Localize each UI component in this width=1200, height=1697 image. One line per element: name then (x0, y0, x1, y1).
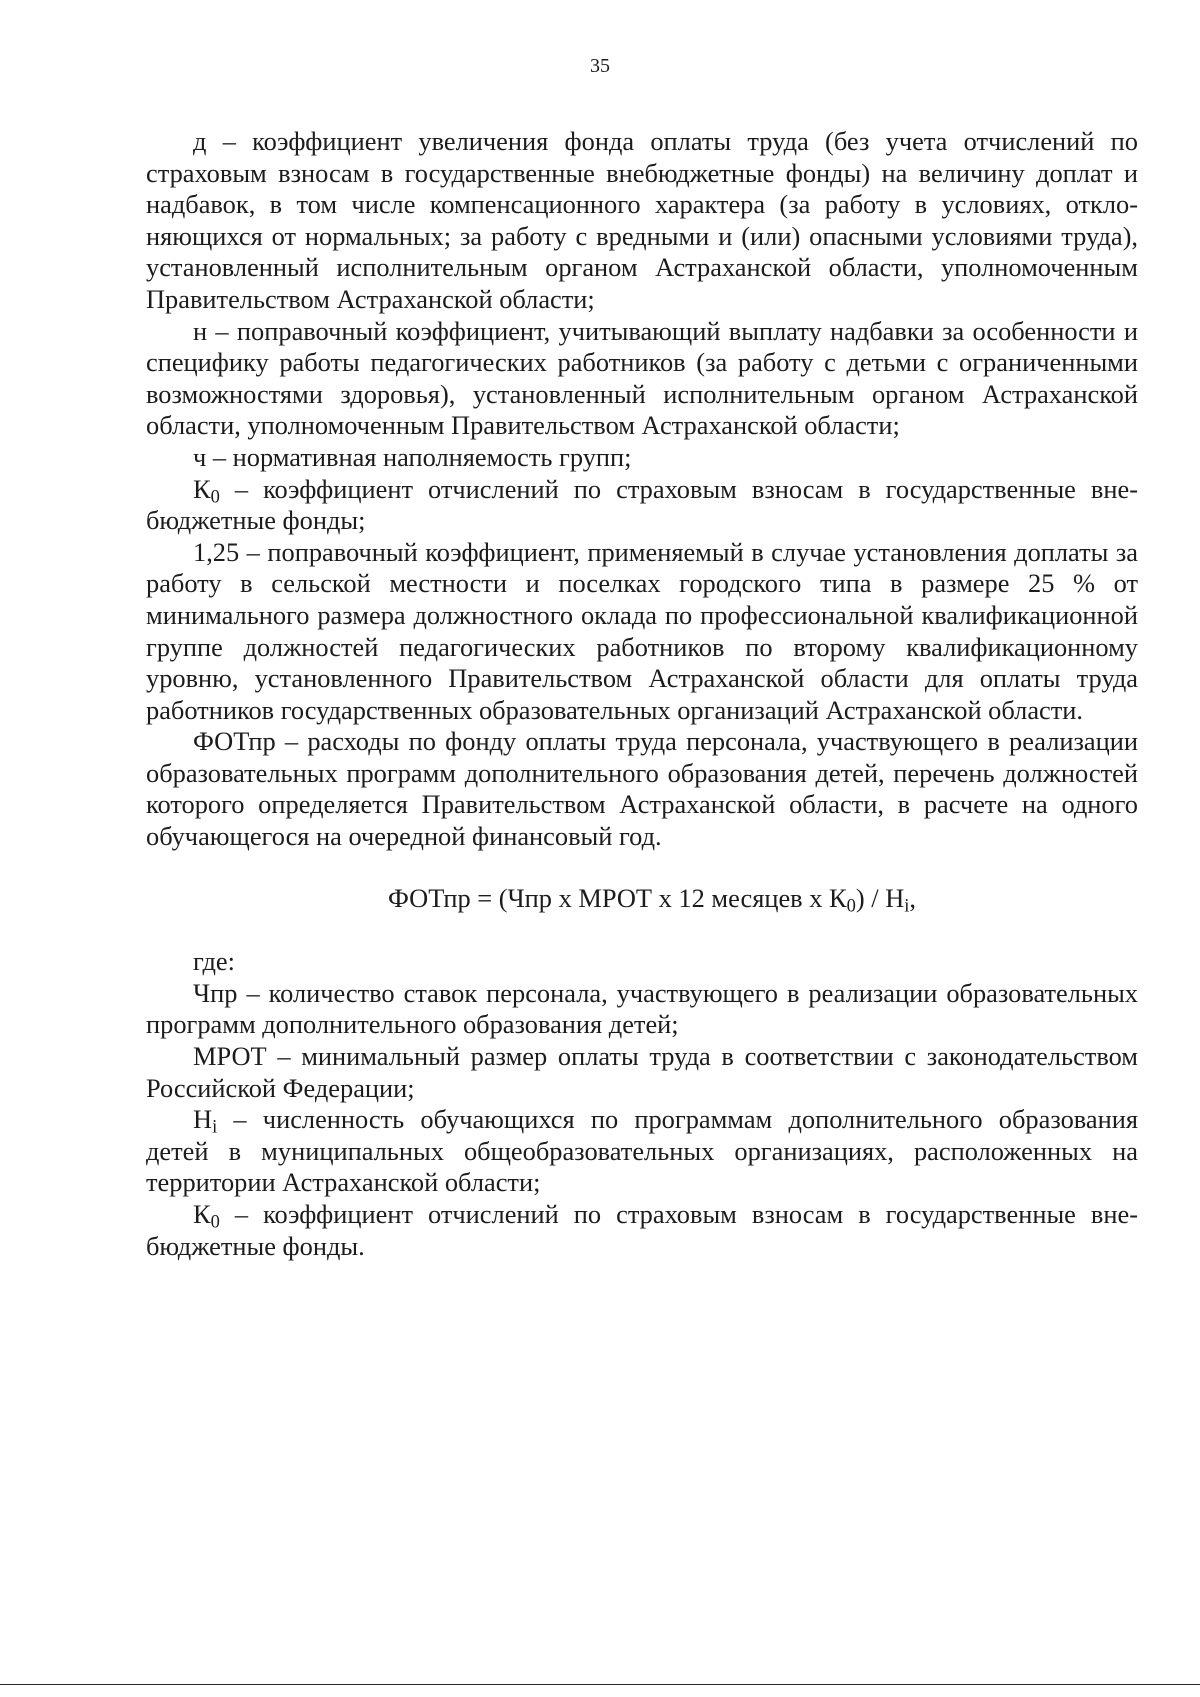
paragraph-coef-ch: ч – нормативная наполняемость групп; (193, 441, 632, 472)
formula-subscript-i: i (904, 895, 910, 916)
k0-subscript: 0 (210, 486, 220, 507)
ni-symbol: Н (193, 1104, 213, 1135)
bottom-rule (0, 1684, 1200, 1685)
definition-k0 (146, 1199, 1138, 1262)
k0-definition-2: – коэффициент отчислений по страховым взносам в государственные внебюджетные фонды. (146, 1199, 1138, 1261)
formula-part-2: ) / Н (855, 882, 905, 913)
formula-subscript-0: 0 (846, 895, 856, 916)
definition-mrot: МРОТ – минимальный размер оплаты труда в соответствии с законодательством Российской Федерации; (146, 1041, 1138, 1103)
definition-chpr: Чпр – количество ставок персонала, участвующего в реализации образовательных программ дополнительного образования детей; (146, 977, 1138, 1040)
page-number: 35 (590, 55, 610, 77)
ni-subscript: i (212, 1116, 218, 1137)
k0-subscript-2: 0 (210, 1211, 220, 1232)
definition-ni (146, 1104, 1138, 1199)
ni-definition: – численность обучающихся по программам дополнительного образования детей в муниципальных общеобразовательных организациях, расположенных на территории Астраханской области; (146, 1104, 1138, 1198)
formula-part-3: , (909, 882, 916, 913)
formula-fotpr (146, 883, 1138, 915)
formula-part-1: ФОТпр = (Чпр х МРОТ х 12 месяцев х К (388, 882, 847, 913)
paragraph-coef-k0 (146, 474, 1138, 537)
k0-definition: – коэффициент отчислений по страховым взносам в государственные внебюджетные фонды; (146, 473, 1138, 536)
document-body (146, 126, 1138, 1262)
paragraph-fotpr: ФОТпр – расходы по фонду оплаты труда персонала, участвующего в реализации образовательных программ дополнительного образования детей, перечень должностей которого определяется Правительством Астраханской области, в расчете на одного обучающегося на очередной финансовый год. (146, 726, 1138, 852)
paragraph-coef-d: д – коэффициент увеличения фонда оплаты труда (без учета отчислений по страховым взносам в государственные внебюджетные фонды) на величину доплат и надбавок, в том числе компенсационного характера (за работу в условиях, отклоняющихся от нормальных; за работу с вредными и (или) опасными условиями труда), установленный исполнительным органом Астраханской области, уполномоченным Правительством Астраханской области; (146, 126, 1138, 314)
k0-symbol-2: К (193, 1199, 211, 1229)
paragraph-coef-n: н – поправочный коэффициент, учитывающий выплату надбавки за особенности и специфику работы педагогических работников (за работу с детьми с ограниченными возможностями здоровья), установленный исполнительным органом Астраханской области, уполномоченным Правительством Астраханской области; (146, 315, 1138, 441)
paragraph-coef-125: 1,25 – поправочный коэффициент, применяемый в случае установления доплаты за работу в сельской местности и поселках городского типа в размере 25 % от минимального размера должностного оклада по профессиональной квалификационной группе должностей педагогических работников по второму квалификационному уровню, установленного Правительством Астраханской области для оплаты труда работников государственных образовательных организаций Астраханской области. (146, 536, 1138, 725)
k0-symbol: К (193, 473, 211, 504)
where-label: где: (193, 946, 235, 977)
